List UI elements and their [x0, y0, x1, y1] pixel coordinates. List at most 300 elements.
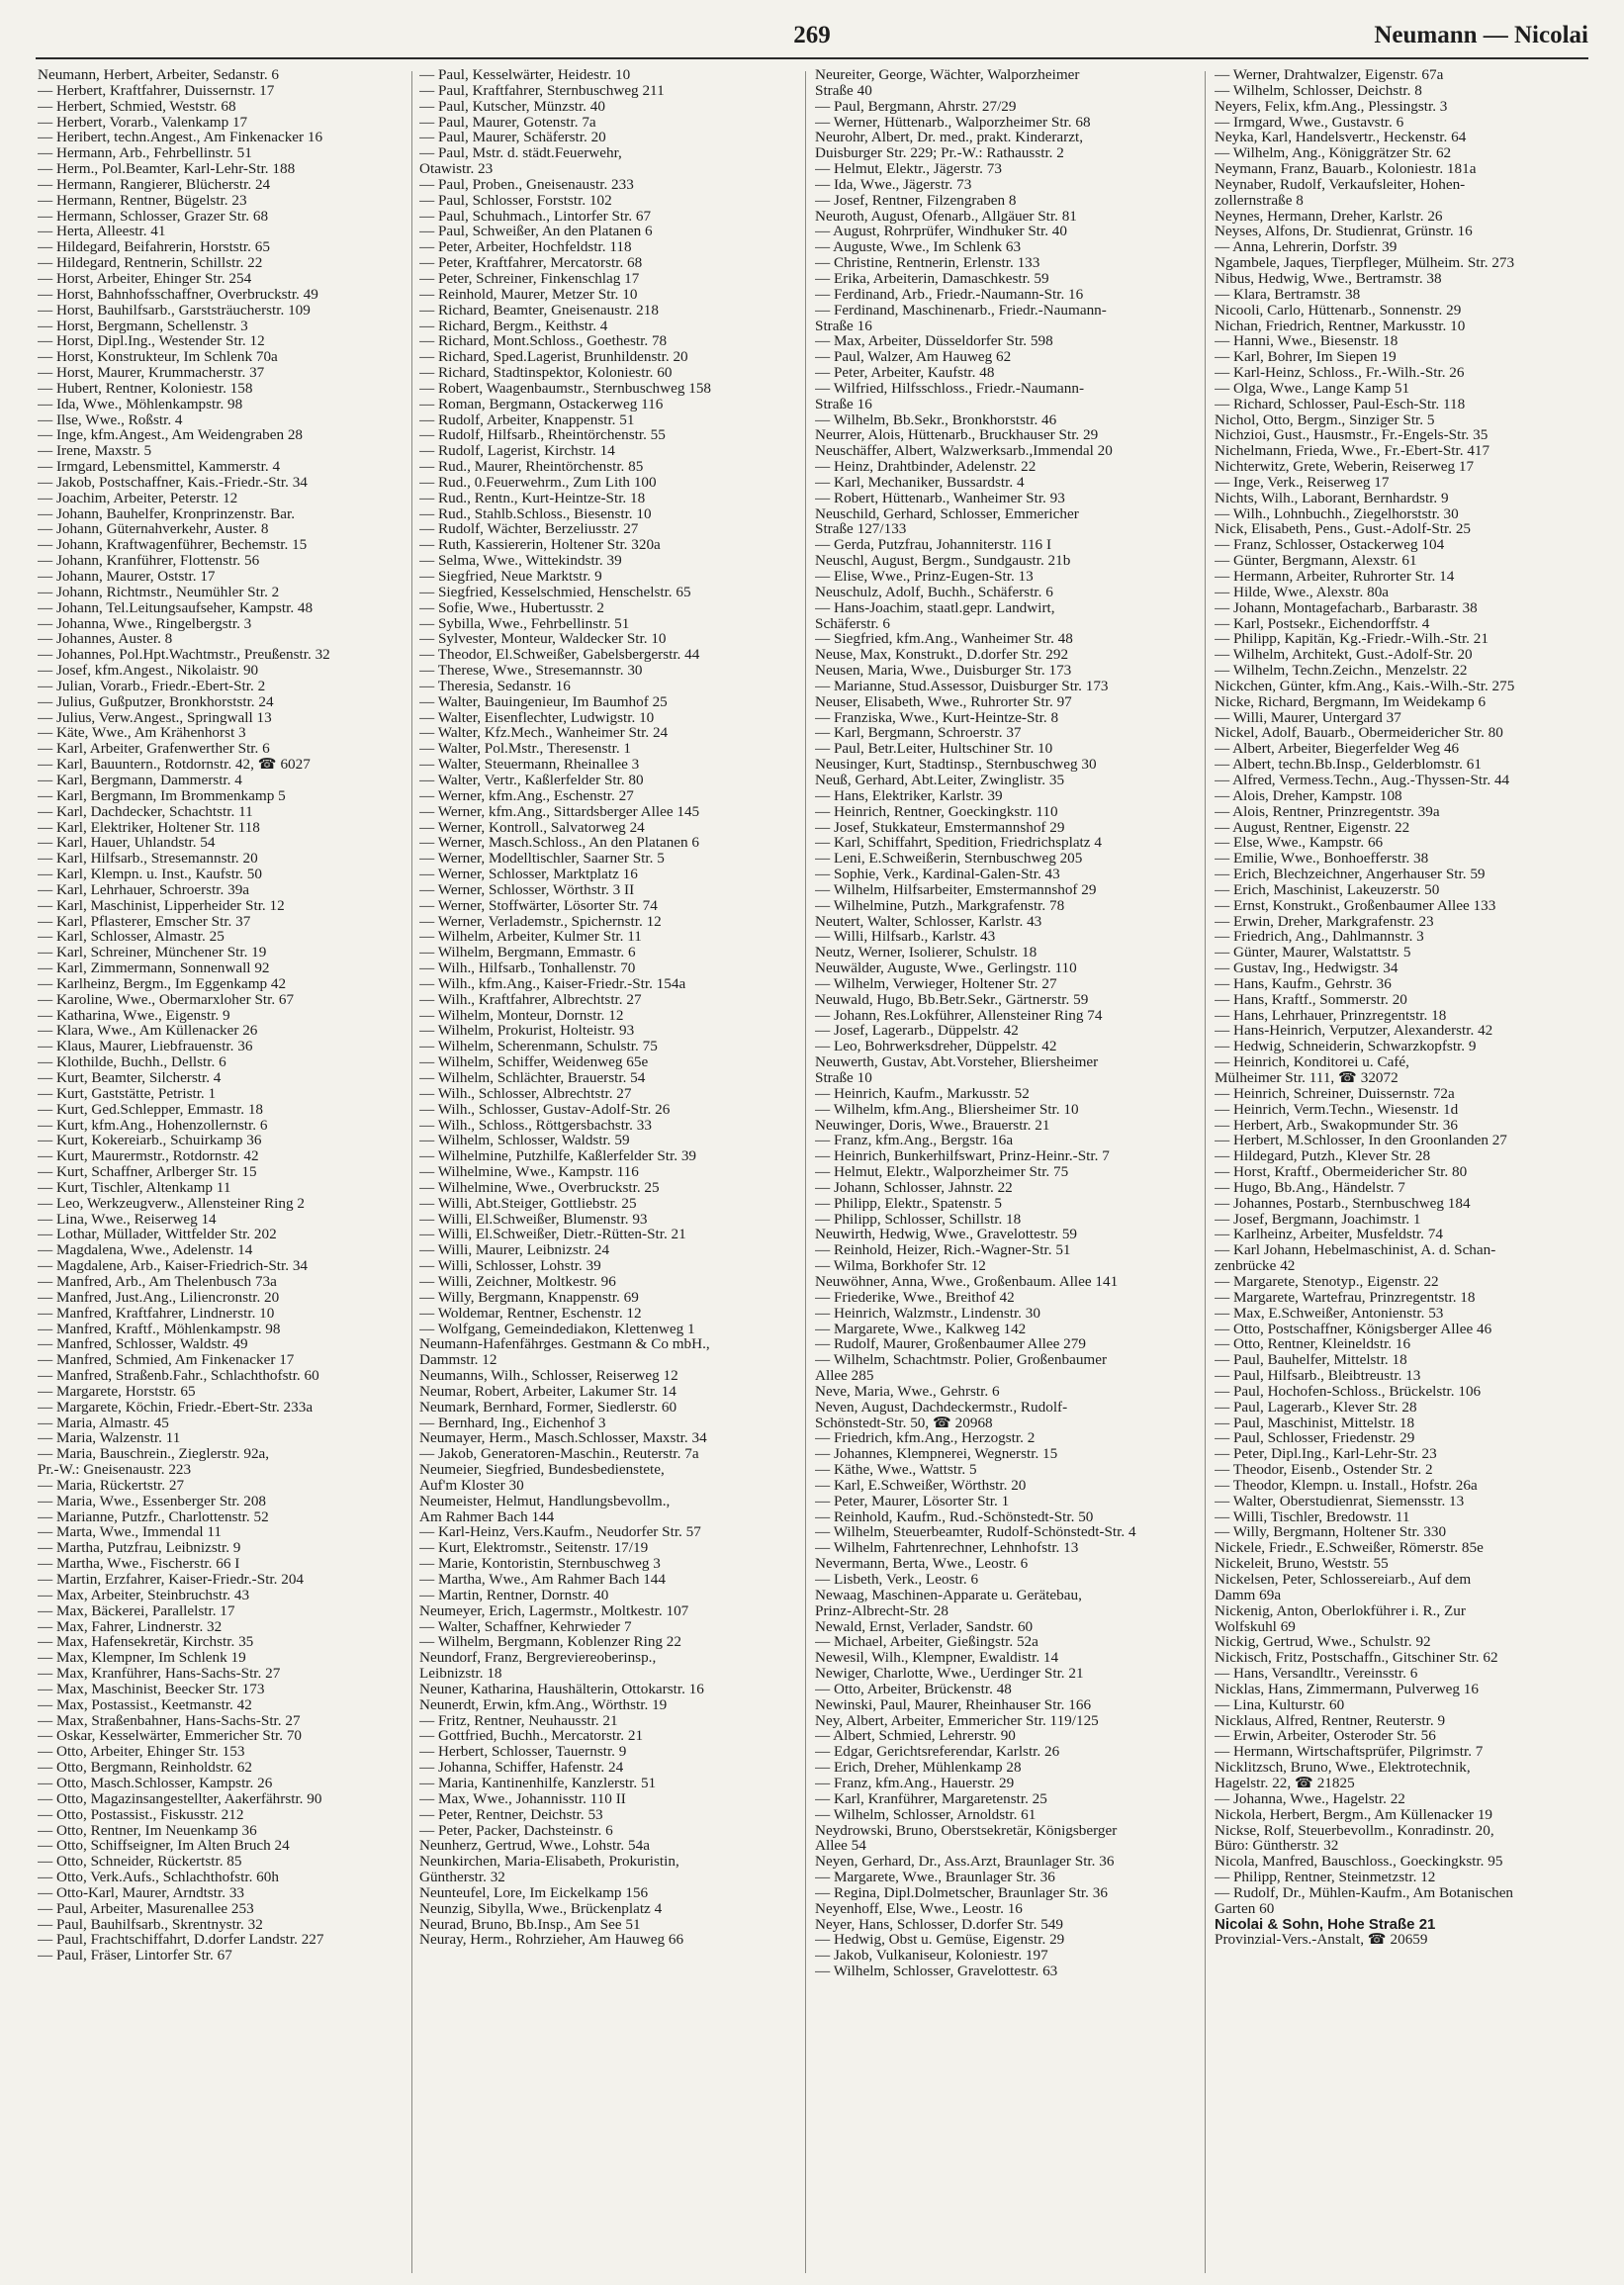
directory-entry: Neumann-Hafenfährges. Gestmann & Co mbH., — [419, 1336, 710, 1353]
directory-entry: — Marta, Wwe., Immendal 11 — [38, 1524, 222, 1541]
directory-entry: — Johannes, Postarb., Sternbuschweg 184 — [1215, 1195, 1471, 1212]
directory-entry: Allee 54 — [815, 1838, 866, 1855]
directory-entry: Neuser, Elisabeth, Wwe., Ruhrorter Str. 97 — [815, 693, 1072, 710]
directory-entry: — Kurt, Gaststätte, Petristr. 1 — [38, 1085, 217, 1102]
directory-entry: — Wolfgang, Gemeindediakon, Klettenweg 1 — [419, 1321, 695, 1337]
directory-entry: — Ferdinand, Arb., Friedr.-Naumann-Str. 16 — [815, 286, 1084, 303]
column-divider — [1205, 71, 1206, 2273]
directory-entry: Allee 285 — [815, 1368, 874, 1384]
directory-entry: Neuschulz, Adolf, Buchh., Schäferstr. 6 — [815, 584, 1053, 600]
directory-entry: — Hermann, Arbeiter, Ruhrorter Str. 14 — [1215, 569, 1455, 585]
directory-entry: — Kurt, Beamter, Silcherstr. 4 — [38, 1070, 222, 1086]
directory-entry: — Karl, Mechaniker, Bussardstr. 4 — [815, 474, 1025, 491]
directory-entry: Nick, Elisabeth, Pens., Gust.-Adolf-Str. 25 — [1215, 521, 1472, 538]
directory-entry: — Hugo, Bb.Ang., Händelstr. 7 — [1215, 1179, 1405, 1196]
directory-entry: — Ruth, Kassiererin, Holtener Str. 320a — [419, 537, 661, 554]
directory-entry: — Käte, Wwe., Am Krähenhorst 3 — [38, 725, 246, 742]
directory-entry: Neyka, Karl, Handelsvertr., Heckenstr. 64 — [1215, 130, 1467, 146]
directory-entry: — Karl, Postsekr., Eichendorffstr. 4 — [1215, 615, 1430, 632]
directory-entry: — Karlheinz, Bergm., Im Eggenkamp 42 — [38, 975, 287, 992]
directory-entry: — Gerda, Putzfrau, Johanniterstr. 116 I — [815, 537, 1052, 554]
directory-entry: — Max, Fahrer, Lindnerstr. 32 — [38, 1618, 223, 1635]
directory-entry: — Hildegard, Rentnerin, Schillstr. 22 — [38, 255, 263, 271]
directory-entry: Neuwöhner, Anna, Wwe., Großenbaum. Allee 141 — [815, 1273, 1119, 1290]
directory-entry: — Karl, Maschinist, Lipperheider Str. 12 — [38, 897, 285, 914]
directory-entry: — Kurt, Ged.Schlepper, Emmastr. 18 — [38, 1101, 264, 1118]
directory-entry: — Johanna, Wwe., Hagelstr. 22 — [1215, 1790, 1405, 1807]
directory-entry: — Willi, Maurer, Untergard 37 — [1215, 709, 1401, 726]
directory-entry: — Karl, Kranführer, Margaretenstr. 25 — [815, 1790, 1047, 1807]
directory-entry: Neuwirth, Hedwig, Wwe., Gravelottestr. 59 — [815, 1227, 1078, 1243]
directory-entry: Newesil, Wilh., Klempner, Ewaldistr. 14 — [815, 1650, 1059, 1667]
directory-entry: Neumark, Bernhard, Former, Siedlerstr. 60 — [419, 1399, 677, 1416]
directory-entry: — Horst, Kraftf., Obermeidericher Str. 80 — [1215, 1164, 1468, 1180]
directory-entry: — Kurt, Elektromstr., Seitenstr. 17/19 — [419, 1540, 649, 1557]
directory-entry: — Hermann, Schlosser, Grazer Str. 68 — [38, 208, 269, 225]
directory-entry: — Siegfried, kfm.Ang., Wanheimer Str. 48 — [815, 631, 1073, 648]
directory-entry: — Karlheinz, Arbeiter, Musfeldstr. 74 — [1215, 1227, 1443, 1243]
directory-entry: — Christine, Rentnerin, Erlenstr. 133 — [815, 255, 1040, 271]
directory-entry: — Walter, Steuermann, Rheinallee 3 — [419, 757, 640, 773]
directory-entry: — Willi, Schlosser, Lohstr. 39 — [419, 1258, 601, 1274]
directory-entry: — Max, Postassist., Keetmanstr. 42 — [38, 1696, 252, 1713]
directory-entry: — Alois, Rentner, Prinzregentstr. 39a — [1215, 803, 1440, 820]
directory-entry: — Philipp, Elektr., Spatenstr. 5 — [815, 1195, 1002, 1212]
directory-entry: — Wilhelmine, Putzh., Markgrafenstr. 78 — [815, 897, 1065, 914]
directory-entry: — Wilhelmine, Wwe., Kampstr. 116 — [419, 1164, 639, 1180]
directory-entry: — Theodor, El.Schweißer, Gabelsbergerstr. 44 — [419, 647, 700, 664]
directory-entry: — Rudolf, Wächter, Berzeliusstr. 27 — [419, 521, 639, 538]
directory-entry: — Hubert, Rentner, Koloniestr. 158 — [38, 380, 253, 397]
directory-entry: — Wilhelm, Monteur, Dornstr. 12 — [419, 1007, 624, 1024]
directory-entry: — Siegfried, Kesselschmied, Henschelstr. 65 — [419, 584, 691, 600]
directory-entry: Nevermann, Berta, Wwe., Leostr. 6 — [815, 1556, 1029, 1572]
directory-entry: — Martin, Erzfahrer, Kaiser-Friedr.-Str. 204 — [38, 1572, 305, 1588]
directory-entry: — Willi, El.Schweißer, Blumenstr. 93 — [419, 1211, 648, 1228]
directory-entry: Nickeleit, Bruno, Weststr. 55 — [1215, 1556, 1389, 1572]
directory-entry: Straße 127/133 — [815, 521, 907, 538]
directory-entry: — Karl, Bauuntern., Rotdornstr. 42, ☎ 6027 — [38, 757, 311, 773]
directory-entry: — Wilfried, Hilfsschloss., Friedr.-Naumann- — [815, 380, 1085, 397]
directory-entry: — Paul, Arbeiter, Masurenallee 253 — [38, 1900, 254, 1917]
directory-entry: Neuwerth, Gustav, Abt.Vorsteher, Bliersheimer — [815, 1054, 1099, 1070]
directory-entry: — Paul, Kesselwärter, Heidestr. 10 — [419, 67, 631, 83]
directory-entry: — Josef, Rentner, Filzengraben 8 — [815, 192, 1017, 209]
directory-entry: Auf'm Kloster 30 — [419, 1477, 524, 1494]
directory-entry: — Erich, Blechzeichner, Angerhauser Str. 59 — [1215, 867, 1486, 882]
directory-entry: — Paul, Schuhmach., Lintorfer Str. 67 — [419, 208, 652, 225]
directory-entry: — Rud., Maurer, Rheintörchenstr. 85 — [419, 459, 644, 475]
directory-entry: Nichterwitz, Grete, Weberin, Reiserweg 17 — [1215, 459, 1475, 475]
directory-entry: — Klara, Wwe., Am Küllenacker 26 — [38, 1023, 258, 1040]
directory-entry: — Karl-Heinz, Schloss., Fr.-Wilh.-Str. 26 — [1215, 365, 1465, 381]
directory-entry: Dammstr. 12 — [419, 1352, 497, 1369]
directory-entry: zollernstraße 8 — [1215, 192, 1304, 209]
directory-entry: Newinski, Paul, Maurer, Rheinhauser Str. 166 — [815, 1696, 1092, 1713]
directory-entry: — Martin, Rentner, Dornstr. 40 — [419, 1587, 609, 1603]
directory-entry: — Rud., 0.Feuerwehrm., Zum Lith 100 — [419, 474, 657, 491]
directory-entry: — Karl, Schiffahrt, Spedition, Friedrichsplatz 4 — [815, 835, 1102, 852]
directory-entry: Nichts, Wilh., Laborant, Bernhardstr. 9 — [1215, 490, 1449, 506]
directory-entry: — Richard, Mont.Schloss., Goethestr. 78 — [419, 333, 668, 350]
directory-entry: — Paul, Mstr. d. städt.Feuerwehr, — [419, 145, 622, 162]
directory-entry: Nickig, Gertrud, Wwe., Schulstr. 92 — [1215, 1634, 1431, 1651]
directory-entry: Neuwälder, Auguste, Wwe., Gerlingstr. 110 — [815, 960, 1077, 976]
directory-entry: — Werner, Stoffwärter, Lösorter Str. 74 — [419, 897, 658, 914]
directory-entry: — Karl-Heinz, Vers.Kaufm., Neudorfer Str. 57 — [419, 1524, 701, 1541]
directory-entry: — Wilhelm, Schlächter, Brauerstr. 54 — [419, 1070, 646, 1086]
directory-entry: — Leo, Werkzeugverw., Allensteiner Ring 2 — [38, 1195, 305, 1212]
directory-entry: — Roman, Bergmann, Ostackerweg 116 — [419, 396, 664, 412]
directory-entry: — Josef, kfm.Angest., Nikolaistr. 90 — [38, 663, 259, 679]
directory-entry: — Gottfried, Buchh., Mercatorstr. 21 — [419, 1728, 644, 1745]
directory-entry: — Sybilla, Wwe., Fehrbellinstr. 51 — [419, 615, 630, 632]
directory-entry: Neuschl, August, Bergm., Sundgaustr. 21b — [815, 553, 1071, 569]
directory-entry: — Albert, techn.Bb.Insp., Gelderblomstr. 61 — [1215, 757, 1482, 773]
directory-entry: Nickenig, Anton, Oberlokführer i. R., Zur — [1215, 1602, 1466, 1619]
directory-entry: — Johann, Richtmstr., Neumühler Str. 2 — [38, 584, 280, 600]
directory-entry: — Lothar, Müllader, Wittfelder Str. 202 — [38, 1227, 277, 1243]
directory-entry: — Manfred, Schlosser, Waldstr. 49 — [38, 1336, 248, 1353]
directory-entry: — Reinhold, Maurer, Metzer Str. 10 — [419, 286, 638, 303]
directory-entry: — Erich, Dreher, Mühlenkamp 28 — [815, 1760, 1022, 1776]
directory-entry: — Maria, Almastr. 45 — [38, 1415, 169, 1431]
directory-entry: — Rudolf, Arbeiter, Knappenstr. 51 — [419, 411, 635, 428]
directory-entry: — Irmgard, Wwe., Gustavstr. 6 — [1215, 114, 1404, 131]
directory-entry: — Friedrich, kfm.Ang., Herzogstr. 2 — [815, 1430, 1036, 1447]
directory-entry: — Herta, Alleestr. 41 — [38, 224, 166, 240]
directory-entry: — Otto, Schneider, Rückertstr. 85 — [38, 1854, 242, 1871]
directory-entry: — Erika, Arbeiterin, Damaschkestr. 59 — [815, 270, 1049, 287]
directory-entry: — Rud., Rentn., Kurt-Heintze-Str. 18 — [419, 490, 646, 506]
directory-entry: — Sophie, Verk., Kardinal-Galen-Str. 43 — [815, 867, 1060, 882]
directory-entry: — Albert, Arbeiter, Biegerfelder Weg 46 — [1215, 741, 1460, 758]
directory-entry: — Paul, Hilfsarb., Bleibtreustr. 13 — [1215, 1368, 1421, 1384]
directory-entry: — Wilh., Hilfsarb., Tonhallenstr. 70 — [419, 960, 636, 976]
directory-entry: — Klothilde, Buchh., Dellstr. 6 — [38, 1054, 226, 1070]
directory-entry: — Alois, Dreher, Kampstr. 108 — [1215, 787, 1402, 804]
directory-entry: — Johanna, Wwe., Ringelbergstr. 3 — [38, 615, 252, 632]
directory-entry: — Paul, Schlosser, Friedenstr. 29 — [1215, 1430, 1415, 1447]
directory-entry: — Karl, Elektriker, Holtener Str. 118 — [38, 819, 260, 836]
directory-entry: — Margarete, Wwe., Braunlager Str. 36 — [815, 1870, 1055, 1885]
directory-entry: Nicklitzsch, Bruno, Wwe., Elektrotechnik, — [1215, 1760, 1471, 1776]
directory-entry: — Auguste, Wwe., Im Schlenk 63 — [815, 239, 1022, 256]
directory-entry: — Willi, El.Schweißer, Dietr.-Rütten-Str. 21 — [419, 1227, 686, 1243]
directory-entry: Neyenhoff, Else, Wwe., Leostr. 16 — [815, 1900, 1023, 1917]
directory-entry: — Paul, Schweißer, An den Platanen 6 — [419, 224, 653, 240]
directory-entry: — Anna, Lehrerin, Dorfstr. 39 — [1215, 239, 1398, 256]
directory-entry: — Wilh., Schloss., Röttgersbachstr. 33 — [419, 1117, 652, 1134]
directory-entry: Neurrer, Alois, Hüttenarb., Bruckhauser Str. 29 — [815, 427, 1099, 444]
directory-entry: — Manfred, Kraftfahrer, Lindnerstr. 10 — [38, 1305, 275, 1322]
directory-entry: Nicooli, Carlo, Hüttenarb., Sonnenstr. 29 — [1215, 302, 1462, 319]
directory-entry: — Wilhelm, kfm.Ang., Bliersheimer Str. 10 — [815, 1101, 1079, 1118]
directory-entry: Nickel, Adolf, Bauarb., Obermeidericher Str. 80 — [1215, 725, 1503, 742]
directory-entry: — Richard, Stadtinspektor, Koloniestr. 60 — [419, 365, 673, 381]
directory-entry: — Magdalene, Arb., Kaiser-Friedrich-Str. 34 — [38, 1258, 309, 1274]
directory-entry: Neumann, Herbert, Arbeiter, Sedanstr. 6 — [38, 67, 280, 83]
directory-entry: — Walter, Bauingenieur, Im Baumhof 25 — [419, 693, 668, 710]
directory-entry: — Walter, Kfz.Mech., Wanheimer Str. 24 — [419, 725, 669, 742]
directory-entry: Nickchen, Günter, kfm.Ang., Kais.-Wilh.-Str. 275 — [1215, 678, 1515, 694]
directory-entry: — Ferdinand, Maschinenarb., Friedr.-Naumann- — [815, 302, 1107, 319]
directory-entry: — Fritz, Rentner, Neuhausstr. 21 — [419, 1712, 618, 1729]
directory-entry: — Otto, Postschaffner, Königsberger Allee 46 — [1215, 1321, 1492, 1337]
directory-entry: Newiger, Charlotte, Wwe., Uerdinger Str. 21 — [815, 1666, 1084, 1682]
directory-entry: Büro: Güntherstr. 32 — [1215, 1838, 1339, 1855]
directory-entry: — Wilhelm, Schachtmstr. Polier, Großenbaumer — [815, 1352, 1108, 1369]
directory-entry: — Johanna, Schiffer, Hafenstr. 24 — [419, 1760, 624, 1776]
directory-entry: — Peter, Dipl.Ing., Karl-Lehr-Str. 23 — [1215, 1446, 1437, 1463]
directory-entry: — Werner, Drahtwalzer, Eigenstr. 67a — [1215, 67, 1444, 83]
directory-entry: — Rud., Stahlb.Schloss., Biesenstr. 10 — [419, 505, 652, 522]
directory-entry: — Wilh., Schlosser, Gustav-Adolf-Str. 26 — [419, 1101, 671, 1118]
directory-entry: Neunteufel, Lore, Im Eickelkamp 156 — [419, 1884, 649, 1901]
directory-entry: — Margarete, Wartefrau, Prinzregentstr. 18 — [1215, 1289, 1476, 1306]
directory-entry: — Hildegard, Beifahrerin, Horststr. 65 — [38, 239, 270, 256]
directory-entry: — Paul, Maurer, Schäferstr. 20 — [419, 130, 606, 146]
directory-entry: — Karl, Pflasterer, Emscher Str. 37 — [38, 913, 251, 930]
directory-entry: — Horst, Bauhilfsarb., Garststräucherstr. 109 — [38, 302, 311, 319]
directory-entry: Neumeyer, Erich, Lagermstr., Moltkestr. 107 — [419, 1602, 689, 1619]
directory-entry: — Maria, Wwe., Essenberger Str. 208 — [38, 1493, 267, 1509]
directory-entry: — Maria, Rückertstr. 27 — [38, 1477, 185, 1494]
directory-entry: — Magdalena, Wwe., Adelenstr. 14 — [38, 1242, 253, 1259]
directory-entry: — Heribert, techn.Angest., Am Finkenacker 16 — [38, 130, 323, 146]
directory-entry: — Karl, Arbeiter, Grafenwerther Str. 6 — [38, 741, 270, 758]
page-header — [36, 22, 1588, 59]
directory-entry: — Hans, Lehrhauer, Prinzregentstr. 18 — [1215, 1007, 1447, 1024]
directory-entry: — Johannes, Auster. 8 — [38, 631, 173, 648]
directory-entry: — Lina, Kulturstr. 60 — [1215, 1696, 1345, 1713]
directory-entry: Neyen, Gerhard, Dr., Ass.Arzt, Braunlager Str. 36 — [815, 1854, 1115, 1871]
directory-entry: Neundorf, Franz, Bergreviereoberinsp., — [419, 1650, 657, 1667]
directory-entry: — Margarete, Horststr. 65 — [38, 1383, 196, 1400]
directory-entry: — Manfred, Arb., Am Thelenbusch 73a — [38, 1273, 277, 1290]
directory-entry: — Heinrich, Konditorei u. Café, — [1215, 1054, 1409, 1070]
directory-entry: Neve, Maria, Wwe., Gehrstr. 6 — [815, 1383, 1000, 1400]
directory-entry: Straße 16 — [815, 318, 872, 334]
directory-entry: Prinz-Albrecht-Str. 28 — [815, 1602, 948, 1619]
directory-entry: Neymann, Franz, Bauarb., Koloniestr. 181a — [1215, 161, 1477, 177]
directory-entry: — Erwin, Dreher, Markgrafenstr. 23 — [1215, 913, 1434, 930]
directory-entry: Neyers, Felix, kfm.Ang., Plessingstr. 3 — [1215, 98, 1448, 115]
directory-entry: — Julian, Vorarb., Friedr.-Ebert-Str. 2 — [38, 678, 266, 694]
directory-entry: — Karl, Schreiner, Münchener Str. 19 — [38, 945, 267, 961]
directory-entry: — Sylvester, Monteur, Waldecker Str. 10 — [419, 631, 667, 648]
directory-entry: — Günter, Bergmann, Alexstr. 61 — [1215, 553, 1417, 569]
directory-entry: — Wilhelm, Bb.Sekr., Bronkhorststr. 46 — [815, 411, 1057, 428]
directory-entry: — Heinrich, Schreiner, Duissernstr. 72a — [1215, 1085, 1455, 1102]
directory-entry: — Paul, Maschinist, Mittelstr. 18 — [1215, 1415, 1415, 1431]
directory-entry: — Otto, Postassist., Fiskusstr. 212 — [38, 1806, 244, 1823]
directory-entry: — Oskar, Kesselwärter, Emmericher Str. 70 — [38, 1728, 303, 1745]
directory-entry: — Leo, Bohrwerksdreher, Düppelstr. 42 — [815, 1039, 1057, 1055]
directory-entry: — Herbert, Schmied, Weststr. 68 — [38, 98, 236, 115]
directory-entry: — Wilh., Lohnbuchh., Ziegelhorststr. 30 — [1215, 505, 1459, 522]
directory-entry: Neumayer, Herm., Masch.Schlosser, Maxstr. 34 — [419, 1430, 707, 1447]
directory-entry: — Karl, Hilfsarb., Stresemannstr. 20 — [38, 851, 258, 868]
directory-entry: Neuschäffer, Albert, Walzwerksarb.,Immendal 20 — [815, 443, 1113, 460]
directory-entry: — Wilhelm, Bergmann, Emmastr. 6 — [419, 945, 636, 961]
directory-entry: — Gustav, Ing., Hedwigstr. 34 — [1215, 960, 1398, 976]
directory-entry: — Friederike, Wwe., Breithof 42 — [815, 1289, 1015, 1306]
directory-entry: — Horst, Bergmann, Schellenstr. 3 — [38, 318, 248, 334]
directory-entry: — Philipp, Rentner, Steinmetzstr. 12 — [1215, 1870, 1436, 1885]
directory-entry: — Walter, Eisenflechter, Ludwigstr. 10 — [419, 709, 655, 726]
directory-entry: — Herbert, Kraftfahrer, Duissernstr. 17 — [38, 82, 275, 99]
directory-entry: — Johann, Res.Lokführer, Allensteiner Ring 74 — [815, 1007, 1103, 1024]
directory-entry: — Willi, Maurer, Leibnizstr. 24 — [419, 1242, 610, 1259]
directory-entry: — Käthe, Wwe., Wattstr. 5 — [815, 1462, 977, 1478]
directory-entry: Pr.-W.: Gneisenaustr. 223 — [38, 1462, 192, 1478]
directory-entry: — Herbert, Vorarb., Valenkamp 17 — [38, 114, 248, 131]
directory-entry: — Martha, Wwe., Fischerstr. 66 I — [38, 1556, 240, 1572]
directory-entry: — Paul, Kutscher, Münzstr. 40 — [419, 98, 605, 115]
directory-entry: — Wilhelmine, Putzhilfe, Kaßlerfelder Str. 39 — [419, 1148, 697, 1165]
directory-entry: — Peter, Arbeiter, Hochfeldstr. 118 — [419, 239, 632, 256]
directory-entry: — Paul, Schlosser, Forststr. 102 — [419, 192, 612, 209]
directory-entry: Damm 69a — [1215, 1587, 1282, 1603]
directory-entry: — Wilhelm, Scherenmann, Schulstr. 75 — [419, 1039, 658, 1055]
directory-entry: — Wilh., Kraftfahrer, Albrechtstr. 27 — [419, 991, 642, 1008]
directory-entry: — Wilh., kfm.Ang., Kaiser-Friedr.-Str. 154a — [419, 975, 686, 992]
directory-entry: — Franziska, Wwe., Kurt-Heintze-Str. 8 — [815, 709, 1059, 726]
directory-entry: — Werner, Kontroll., Salvatorweg 24 — [419, 819, 645, 836]
directory-entry: — Karl Johann, Hebelmaschinist, A. d. Schan- — [1215, 1242, 1496, 1259]
directory-entry: — Otto, Rentner, Im Neuenkamp 36 — [38, 1822, 257, 1839]
directory-entry: — Kurt, Kokereiarb., Schuirkamp 36 — [38, 1133, 262, 1149]
directory-entry: — Heinrich, Rentner, Goeckingkstr. 110 — [815, 803, 1058, 820]
directory-entry: Neuß, Gerhard, Abt.Leiter, Zwinglistr. 35 — [815, 772, 1065, 788]
directory-entry: — Willy, Bergmann, Holtener Str. 330 — [1215, 1524, 1447, 1541]
directory-entry: — Maria, Kantinenhilfe, Kanzlerstr. 51 — [419, 1775, 657, 1791]
directory-entry: Garten 60 — [1215, 1900, 1275, 1917]
directory-entry: — Hermann, Arb., Fehrbellinstr. 51 — [38, 145, 252, 162]
directory-entry: — Selma, Wwe., Wittekindstr. 39 — [419, 553, 622, 569]
directory-entry: Ney, Albert, Arbeiter, Emmericher Str. 119/125 — [815, 1712, 1099, 1729]
directory-entry: — Hilde, Wwe., Alexstr. 80a — [1215, 584, 1390, 600]
directory-entry: — Marianne, Putzfr., Charlottenstr. 52 — [38, 1508, 269, 1525]
directory-entry: Neunzig, Sibylla, Wwe., Brückenplatz 4 — [419, 1900, 663, 1917]
directory-entry: — Karl, Bergmann, Im Brommenkamp 5 — [38, 787, 286, 804]
directory-entry: — Wilhelm, Techn.Zeichn., Menzelstr. 22 — [1215, 663, 1468, 679]
directory-entry: Provinzial-Vers.-Anstalt, ☎ 20659 — [1215, 1932, 1428, 1949]
directory-entry: — Heinrich, Verm.Techn., Wiesenstr. 1d — [1215, 1101, 1459, 1118]
directory-entry: — Wilhelm, Schlosser, Deichstr. 8 — [1215, 82, 1422, 99]
directory-entry: Neven, August, Dachdeckermstr., Rudolf- — [815, 1399, 1068, 1416]
directory-entry: — Wilhelm, Verwieger, Holtener Str. 27 — [815, 975, 1057, 992]
directory-entry: — Karl, Zimmermann, Sonnenwall 92 — [38, 960, 270, 976]
directory-entry: — Helmut, Elektr., Jägerstr. 73 — [815, 161, 1002, 177]
directory-entry: — Paul, Proben., Gneisenaustr. 233 — [419, 176, 634, 193]
directory-entry: — Wilhelm, Schlosser, Gravelottestr. 63 — [815, 1964, 1058, 1979]
directory-entry: — Paul, Maurer, Gotenstr. 7a — [419, 114, 596, 131]
directory-entry: — Manfred, Schmied, Am Finkenacker 17 — [38, 1352, 295, 1369]
directory-entry: Schäferstr. 6 — [815, 615, 890, 632]
directory-entry: — Wilhelm, Ang., Königgrätzer Str. 62 — [1215, 145, 1452, 162]
directory-entry: Nicolai & Sohn, Hohe Straße 21 — [1215, 1916, 1436, 1933]
directory-entry: — Johann, Schlosser, Jahnstr. 22 — [815, 1179, 1013, 1196]
directory-entry: Nicke, Richard, Bergmann, Im Weidekamp 6 — [1215, 693, 1487, 710]
directory-entry: — Johann, Kraftwagenführer, Bechemstr. 15 — [38, 537, 308, 554]
directory-entry: — Otto, Verk.Aufs., Schlachthofstr. 60h — [38, 1870, 279, 1885]
directory-entry: — Reinhold, Kaufm., Rud.-Schönstedt-Str. 50 — [815, 1508, 1094, 1525]
directory-entry: — Manfred, Straßenb.Fahr., Schlachthofstr. 60 — [38, 1368, 319, 1384]
directory-entry: — Wilhelmine, Wwe., Overbruckstr. 25 — [419, 1179, 660, 1196]
directory-entry: — Paul, Fräser, Lintorfer Str. 67 — [38, 1948, 232, 1965]
directory-entry: — Werner, Verlademstr., Spichernstr. 12 — [419, 913, 662, 930]
directory-entry: — Peter, Packer, Dachsteinstr. 6 — [419, 1822, 613, 1839]
directory-entry: — Horst, Maurer, Krummacherstr. 37 — [38, 365, 265, 381]
directory-entry: — Jakob, Generatoren-Maschin., Reuterstr. 7a — [419, 1446, 699, 1463]
directory-entry: — Wilhelm, Hilfsarbeiter, Emstermannshof 29 — [815, 881, 1097, 898]
directory-entry: — Maria, Walzenstr. 11 — [38, 1430, 181, 1447]
directory-entry: — Josef, Bergmann, Joachimstr. 1 — [1215, 1211, 1421, 1228]
directory-entry: — Ida, Wwe., Möhlenkampstr. 98 — [38, 396, 243, 412]
directory-entry: — Helmut, Elektr., Walporzheimer Str. 75 — [815, 1164, 1069, 1180]
directory-entry: — Philipp, Schlosser, Schillstr. 18 — [815, 1211, 1022, 1228]
directory-entry: — Alfred, Vermess.Techn., Aug.-Thyssen-Str. 44 — [1215, 772, 1510, 788]
directory-entry: — Rudolf, Lagerist, Kirchstr. 14 — [419, 443, 615, 460]
directory-entry: — Max, Straßenbahner, Hans-Sachs-Str. 27 — [38, 1712, 301, 1729]
directory-entry: Neuroth, August, Ofenarb., Allgäuer Str. 81 — [815, 208, 1077, 225]
directory-entry: — Johann, Güternahverkehr, Auster. 8 — [38, 521, 269, 538]
directory-entry: — Max, E.Schweißer, Antonienstr. 53 — [1215, 1305, 1444, 1322]
directory-entry: — Max, Bäckerei, Parallelstr. 17 — [38, 1602, 235, 1619]
directory-entry: — Peter, Schreiner, Finkenschlag 17 — [419, 270, 640, 287]
directory-entry: — Wilhelm, Steuerbeamter, Rudolf-Schönstedt-Str. 4 — [815, 1524, 1136, 1541]
directory-entry: — Johann, Tel.Leitungsaufseher, Kampstr. 48 — [38, 599, 314, 616]
directory-entry: — Paul, Frachtschiffahrt, D.dorfer Landstr. 227 — [38, 1932, 324, 1949]
directory-entry: — Margarete, Stenotyp., Eigenstr. 22 — [1215, 1273, 1439, 1290]
directory-entry: — Herbert, M.Schlosser, In den Groonlanden 27 — [1215, 1133, 1507, 1149]
directory-entry: Nickele, Friedr., E.Schweißer, Römerstr. 85e — [1215, 1540, 1484, 1557]
directory-entry: Schönstedt-Str. 50, ☎ 20968 — [815, 1415, 993, 1431]
directory-entry: — Franz, kfm.Ang., Bergstr. 16a — [815, 1133, 1014, 1149]
directory-entry: — Otto, Masch.Schlosser, Kampstr. 26 — [38, 1775, 273, 1791]
directory-entry: — Marianne, Stud.Assessor, Duisburger Str. 173 — [815, 678, 1109, 694]
directory-entry: — Maria, Bauschrein., Zieglerstr. 92a, — [38, 1446, 270, 1463]
directory-entry: — Reinhold, Heizer, Rich.-Wagner-Str. 51 — [815, 1242, 1071, 1259]
directory-entry: — Paul, Walzer, Am Hauweg 62 — [815, 349, 1012, 366]
directory-entry: — Klaus, Maurer, Liebfrauenstr. 36 — [38, 1039, 253, 1055]
directory-entry: — Theresia, Sedanstr. 16 — [419, 678, 571, 694]
directory-columns — [38, 67, 1594, 2277]
directory-entry: — Otto, Arbeiter, Brückenstr. 48 — [815, 1681, 1012, 1697]
directory-entry: — Erich, Maschinist, Lakeuzerstr. 50 — [1215, 881, 1440, 898]
directory-entry: Neumanns, Wilh., Schlosser, Reiserweg 12 — [419, 1368, 678, 1384]
directory-entry: — Wilh., Schlosser, Albrechtstr. 27 — [419, 1085, 632, 1102]
directory-entry: Neutz, Werner, Isolierer, Schulstr. 18 — [815, 945, 1038, 961]
directory-entry: — Wilhelm, Schlosser, Waldstr. 59 — [419, 1133, 630, 1149]
directory-entry: — Manfred, Kraftf., Möhlenkampstr. 98 — [38, 1321, 281, 1337]
directory-entry: — Karl, Schlosser, Almastr. 25 — [38, 929, 225, 946]
directory-entry: Nicklaus, Alfred, Rentner, Reuterstr. 9 — [1215, 1712, 1446, 1729]
directory-entry: — Katharina, Wwe., Eigenstr. 9 — [38, 1007, 230, 1024]
directory-entry: Nicola, Manfred, Bauschloss., Goeckingkstr. 95 — [1215, 1854, 1503, 1871]
directory-entry: Neureiter, George, Wächter, Walporzheimer — [815, 67, 1080, 83]
directory-entry: — Lisbeth, Verk., Leostr. 6 — [815, 1572, 979, 1588]
directory-entry: Neumeister, Helmut, Handlungsbevollm., — [419, 1493, 671, 1509]
directory-entry: Neumeier, Siegfried, Bundesbedienstete, — [419, 1462, 665, 1478]
directory-entry: — Martha, Putzfrau, Leibnizstr. 9 — [38, 1540, 241, 1557]
directory-entry: — Johann, Bauhelfer, Kronprinzenstr. Bar. — [38, 505, 296, 522]
directory-entry: — Lina, Wwe., Reiserweg 14 — [38, 1211, 217, 1228]
directory-entry: — Kurt, kfm.Ang., Hohenzollernstr. 6 — [38, 1117, 268, 1134]
directory-entry: — Max, Klempner, Im Schlenk 19 — [38, 1650, 246, 1667]
